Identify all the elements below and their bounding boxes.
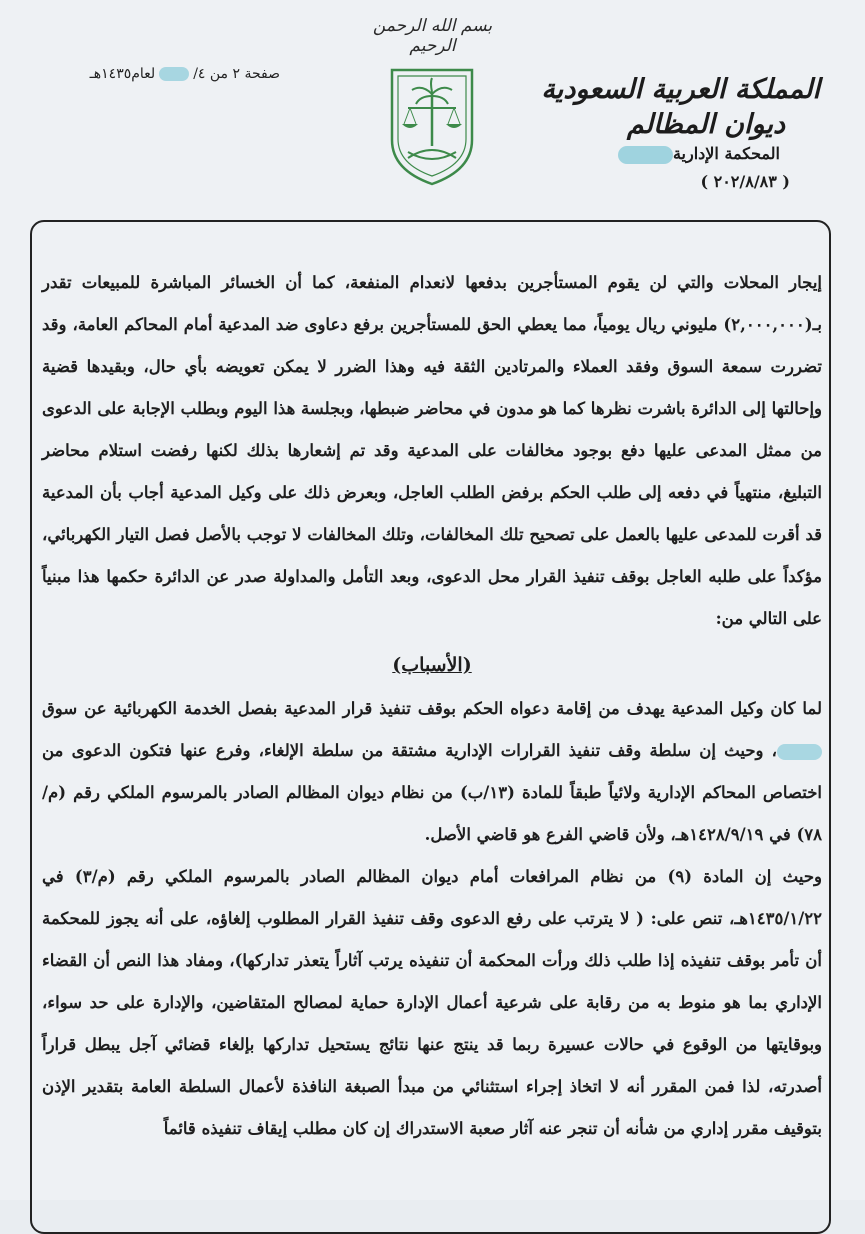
court-name bbox=[490, 144, 780, 164]
court-label: المحكمة الإدارية bbox=[672, 144, 780, 163]
paragraph-jurisdiction bbox=[42, 688, 822, 856]
page-info bbox=[55, 66, 280, 82]
paragraph-jurisdiction-part-1: لما كان وكيل المدعية يهدف من إقامة دعواه الحكم بوقف تنفيذ قرار المدعية بفصل الخدمة الكهربائية عن سوق bbox=[42, 699, 822, 718]
basmala: بسم الله الرحمن الرحيم bbox=[372, 16, 493, 56]
document-body bbox=[42, 262, 822, 1150]
paragraph-article-9: وحيث إن المادة (٩) من نظام المرافعات أمام ديوان المظالم الصادر بالمرسوم الملكي رقم (م/٣) في ١٤٣٥/١/٢٢هـ، تنص على: ( لا يترتب على رفع الدعوى وقف تنفيذ القرار المطلوب إلغاؤه، على أنه يجوز للمحكمة أن تأمر بوقف تنفيذه إذا طلب ذلك ورأت المحكمة أن تنفيذه يرتب آثاراً يتعذر تداركها)، ومفاد هذا النص أن القضاء الإداري بما هو منوط به من رقابة على شرعية أعمال الإدارة حماية لمصالح المتقاضين، والإدارة على حد سواء، وبوقايتها من الوقوع في حالات عسيرة ربما قد ينتج عنها نتائج يستحيل تداركها بإلغاء قضائي آجل يبطل قراراً أصدرته، لذا فمن المقرر أنه لا اتخاذ إجراء استثنائي من مبدأ الصبغة النافذة لأعمال السلطة العامة بتقدير الإذن بتوقيف مقرر إداري من شأنه أن تنجر عنه آثار صعبة الاستدراك إن كان مطلب إيقاف تنفيذه قائماً bbox=[42, 867, 822, 1138]
board-title: ديوان المظالم bbox=[626, 109, 785, 140]
page-label: صفحة ٢ من ٤/ bbox=[193, 66, 280, 82]
scales-palm-swords-emblem-icon bbox=[384, 62, 480, 188]
redaction-mark bbox=[618, 146, 673, 164]
paragraph-claim-details: إيجار المحلات والتي لن يقوم المستأجرين بدفعها لانعدام المنفعة، كما أن الخسائر المباشرة للمبيعات تقدر بـ(٢,٠٠٠,٠٠٠) مليوني ريال يومياً، مما يعطي الحق للمستأجرين برفع دعاوى ضد المدعية أمام المحاكم العامة، وقد تضررت سمعة السوق وفقد العملاء والمرتادين الثقة فيه وهذا الضرر لا يمكن تعويضه بأي حال، وبقيدها قضية وإحالتها إلى الدائرة باشرت نظرها كما هو مدون في محاضر ضبطها، وبجلسة هذا اليوم وبطلب الإجابة على الدعوى من ممثل المدعى عليها دفع بوجود مخالفات على المدعية وقد تم إشعارها بذلك لكنها رفضت استلام محاضر التبليغ، منتهياً في دفعه إلى طلب الحكم برفض الطلب العاجل، وبعرض ذلك على وكيل المدعية أجاب بأن المدعية قد أقرت للمدعى عليها بالعمل على تصحيح تلك المخالفات، وتلك المخالفات لا توجب بالأصل فصل التيار الكهربائي، مؤكداً على طلبه العاجل بوقف تنفيذ القرار محل الدعوى، وبعد التأمل والمداولة صدر عن الدائرة حكمها هذا مبنياً على التالي من: bbox=[42, 273, 822, 628]
redaction-mark bbox=[777, 744, 822, 760]
ministry-header bbox=[490, 72, 820, 191]
kingdom-title: المملكة العربية السعودية bbox=[541, 74, 820, 105]
section-heading-reasons: (الأسباب) bbox=[392, 654, 472, 676]
case-number: ( ٢٠٢/٨/٨٣ ) bbox=[700, 171, 790, 191]
paragraph-jurisdiction-part-2: ، وحيث إن سلطة وقف تنفيذ القرارات الإدارية مشتقة من سلطة الإلغاء، وفرع عنها فتكون الدعوى من اختصاص المحاكم الإدارية ولائياً طبقاً للمادة (١٣/ب) من نظام ديوان المظالم الصادر بالمرسوم الملكي رقم (م/٧٨) في ١٤٢٨/٩/١٩هـ، ولأن قاضي الفرع هو قاضي الأصل. bbox=[42, 741, 822, 844]
redaction-mark bbox=[159, 67, 189, 81]
year-label: لعام١٤٣٥هـ bbox=[89, 66, 156, 82]
